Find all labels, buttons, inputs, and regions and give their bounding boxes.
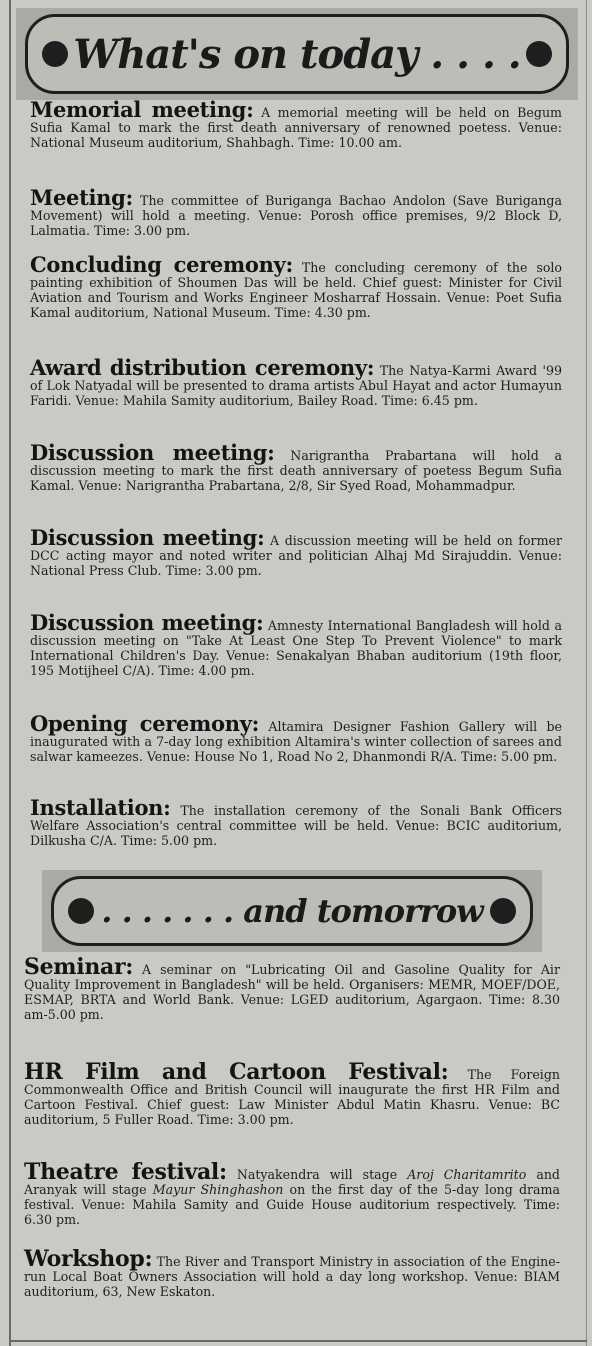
event-description: A discussion meeting will be held on former DCC acting mayor and noted writer and politician Alhaj Md Sirajuddin. Venue: National Press Club. Time: 3.00 pm.	[30, 533, 562, 578]
event-title: Seminar:	[24, 954, 134, 980]
column-rule-left	[9, 0, 11, 1346]
event-title: Discussion meeting:	[30, 440, 275, 465]
event-discussion-meeting-2	[30, 525, 562, 578]
event-title: Installation:	[30, 795, 171, 820]
event-description: The River and Transport Ministry in association of the Engine-run Local Boat Owners Association will hold a day long workshop. Venue: BIAM auditorium, 63, New Eskaton.	[24, 1254, 560, 1299]
event-text-part: and Aranyak will stage	[24, 1167, 560, 1197]
event-workshop	[24, 1246, 560, 1299]
event-description: The committee of Buriganga Bachao Andolon (Save Buriganga Movement) will hold a meeting. Venue: Porosh office premises, 9/2 Block D, Lalmatia. Time: 3.00 pm.	[30, 193, 562, 238]
play-title: Mayur Shinghashon	[152, 1182, 284, 1197]
event-discussion-meeting-1	[30, 440, 562, 493]
event-title: Discussion meeting:	[30, 610, 264, 635]
event-title: Memorial meeting:	[30, 97, 254, 122]
event-award-distribution	[30, 355, 562, 408]
event-description: The Natya-Karmi Award '99 of Lok Natyadal will be presented to drama artists Abul Hayat and actor Humayun Faridi. Venue: Mahila Samity auditorium, Bailey Road. Time: 6.45 pm.	[30, 363, 562, 408]
event-description: Narigrantha Prabartana will hold a discussion meeting to mark the first death anniversary of poetess Begum Sufia Kamal. Venue: Narigrantha Prabartana, 2/8, Sir Syed Road, Mohammadpur.	[30, 448, 562, 493]
event-title: HR Film and Cartoon Festival:	[24, 1059, 449, 1085]
bullet-dot-icon	[42, 41, 68, 67]
event-title: Award distribution ceremony:	[30, 355, 375, 380]
event-text-part: on the first day of the 5-day long drama festival. Venue: Mahila Samity and Guide House auditorium respectively. Time: 6.30 pm.	[24, 1182, 560, 1227]
bullet-dot-icon	[526, 41, 552, 67]
event-discussion-meeting-3	[30, 610, 562, 678]
event-title: Opening ceremony:	[30, 711, 260, 736]
event-description: The installation ceremony of the Sonali Bank Officers Welfare Association's central committee will be held. Venue: BCIC auditorium, Dilkusha C/A. Time: 5.00 pm.	[30, 803, 562, 848]
event-title: Meeting:	[30, 185, 133, 210]
event-title: Workshop:	[24, 1246, 153, 1272]
event-description: The concluding ceremony of the solo painting exhibition of Shoumen Das will be held. Chief guest: Minister for Civil Aviation and Tourism and Works Engineer Mosharraf Hossain. Venue: Poet Sufia Kamal auditorium, National Museum. Time: 4.30 pm.	[30, 260, 563, 320]
event-memorial-meeting	[30, 97, 562, 150]
column-rule-right	[586, 0, 587, 1346]
event-installation	[30, 795, 562, 848]
event-meeting	[30, 185, 562, 238]
column-rule-bottom	[9, 1340, 587, 1342]
event-title: Theatre festival:	[24, 1159, 227, 1185]
event-concluding-ceremony	[30, 252, 563, 320]
event-opening-ceremony	[30, 711, 562, 764]
event-title: Discussion meeting:	[30, 525, 265, 550]
event-description: A seminar on "Lubricating Oil and Gasoline Quality for Air Quality Improvement in Bangladesh" will be held. Organisers: MEMR, MOEF/DOE, ESMAP, BRTA and World Bank. Venue: LGED auditorium, Agargaon. Time: 8.30 am-5.00 pm.	[24, 962, 560, 1022]
tomorrow-banner-title: . . . . . . . and tomorrow	[101, 892, 483, 930]
event-title: Concluding ceremony:	[30, 252, 293, 277]
event-hr-film-festival	[24, 1059, 560, 1127]
tomorrow-banner-frame	[51, 876, 533, 946]
event-text-part: Natyakendra will stage	[236, 1167, 398, 1182]
today-banner-title: What's on today . . . .	[73, 30, 521, 78]
today-banner-frame	[25, 14, 569, 94]
event-description: Amnesty International Bangladesh will hold a discussion meeting on "Take At Least One Step To Prevent Violence" to mark International Children's Day. Venue: Senakalyan Bhaban auditorium (19th floor, 195 Motijheel C/A). Time: 4.00 pm.	[30, 618, 562, 678]
event-description: Altamira Designer Fashion Gallery will be inaugurated with a 7-day long exhibition Altamira's winter collection of sarees and salwar kameezes. Venue: House No 1, Road No 2, Dhanmondi R/A. Time: 5.00 pm.	[30, 719, 562, 764]
today-banner	[16, 8, 578, 100]
event-seminar	[24, 954, 560, 1022]
play-title: Aroj Charitamrito	[407, 1167, 527, 1182]
bullet-dot-icon	[490, 898, 516, 924]
event-description: A memorial meeting will be held on Begum Sufia Kamal to mark the first death anniversary of renowned poetess. Venue: National Museum auditorium, Shahbagh. Time: 10.00 am.	[30, 105, 562, 150]
event-description: The Foreign Commonwealth Office and British Council will inaugurate the first HR Film and Cartoon Festival. Chief guest: Law Minister Abdul Matin Khasru. Venue: BC auditorium, 5 Fuller Road. Time: 3.00 pm.	[24, 1067, 560, 1127]
tomorrow-banner	[42, 870, 542, 952]
event-theatre-festival	[24, 1159, 560, 1227]
bullet-dot-icon	[68, 898, 94, 924]
